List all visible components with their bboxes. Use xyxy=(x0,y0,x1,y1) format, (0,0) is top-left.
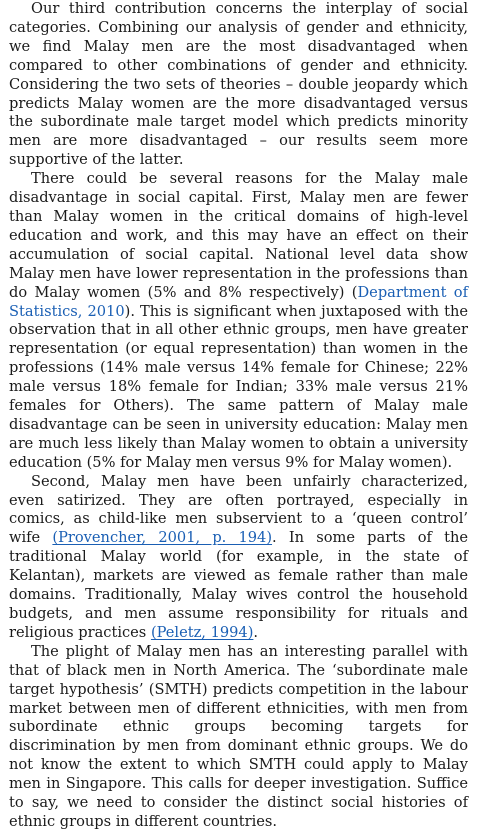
paragraph-text: ). This is significant when juxtaposed with the observation that in all other ethnic groups, men have greater representation (or equal representation) than women in the professions (14% male versus 14% female for Chinese; 22% male versus 18% female for Indian; 33% male versus 21% females for Others). The same pattern of Malay male disadvantage can be seen in university education: Malay men are much less likely than Malay women to obtain a university education (5% for Malay men versus 9% for Malay women). xyxy=(9,302,468,471)
paragraph-malay-male-disadvantage xyxy=(9,170,468,473)
paragraph-text: . xyxy=(253,623,259,641)
paragraph-third-contribution xyxy=(9,0,468,170)
paragraph-text: There could be several reasons for the Malay male disadvantage in social capital. First, Malay men are fewer than Malay women in the critical domains of high-level education and work, and this may have an effect on their accumulation of social capital. National level data show Malay men have lower representation in the professions than do Malay women (5% and 8% respectively) ( xyxy=(9,170,468,301)
paragraph-text: . In some parts of the traditional Malay world (for example, in the state of Kelantan), markets are viewed as female rather than male domains. Traditionally, Malay wives control the household budgets, and men assume responsibility for rituals and religious practices xyxy=(9,529,468,641)
article-body xyxy=(9,0,468,832)
paragraph-unfair-characterization xyxy=(9,473,468,643)
paragraph-text: Second, Malay men have been unfairly characterized, even satirized. They are often portrayed, especially in comics, as child-like men subservient to a ‘queen control’ wife xyxy=(9,472,468,547)
citation-link-peletz[interactable]: (Peletz, 1994) xyxy=(150,623,254,641)
citation-link-provencher[interactable]: (Provencher, 2001, p. 194) xyxy=(52,529,273,547)
paragraph-smth-parallel xyxy=(9,643,468,832)
paragraph-text: The plight of Malay men has an interesting parallel with that of black men in North America. The ‘subordinate male target hypothesis’ (SMTH) predicts competition in the labour market between men of different ethnicities, with men from subordinate ethnic groups becoming targets for discrimination by men from dominant ethnic groups. We do not know the extent to which SMTH could apply to Malay men in Singapore. This calls for deeper investigation. Suffice to say, we need to consider the distinct social histories of ethnic groups in different countries. xyxy=(9,642,468,830)
citation-link-department-of-statistics[interactable]: Department of Statistics, 2010 xyxy=(9,283,468,320)
paragraph-text: Our third contribution concerns the interplay of social categories. Combining our analysis of gender and ethnicity, we find Malay men are the most disadvantaged when compared to other combinations of gender and ethnicity. Considering the two sets of theories – double jeopardy which predicts Malay women are the more disadvantaged versus the subordinate male target model which predicts minority men are more disadvantaged – our results seem more supportive of the latter. xyxy=(9,0,468,169)
